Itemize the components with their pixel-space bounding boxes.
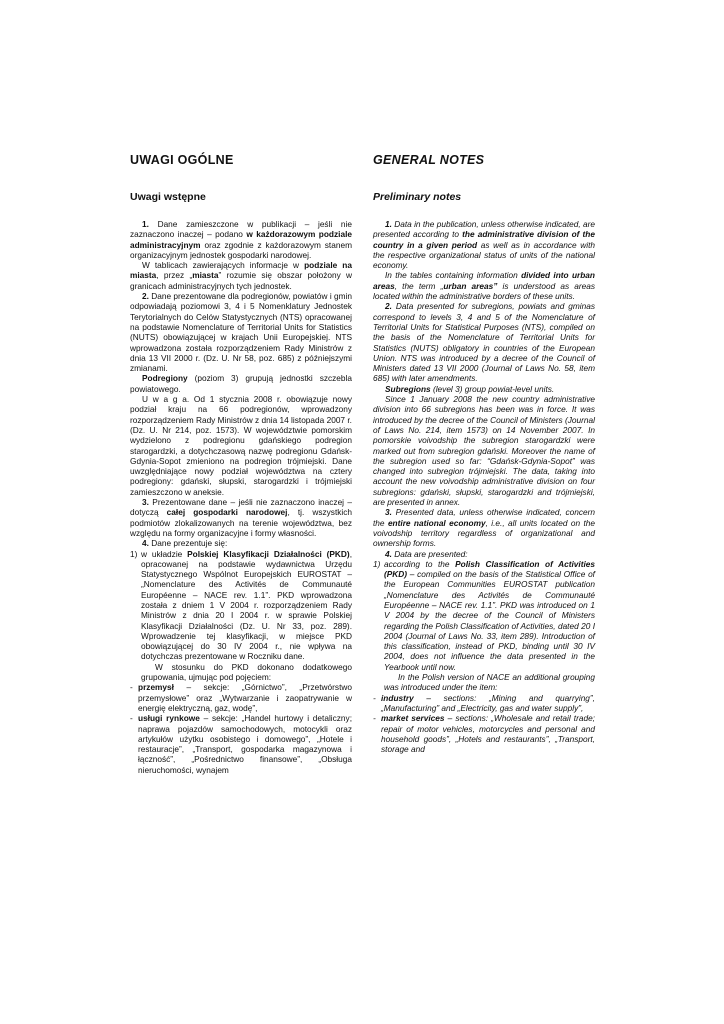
english-column: [373, 150, 595, 754]
section-title: UWAGI OGÓLNE: [130, 153, 234, 167]
paragraph-3: 3. Presented data, unless otherwise indicated, concern the entire national economy, i.e., all units located on the voivodship territory regardless of organizational and ownership forms.: [373, 507, 596, 549]
paragraph-subregions: Podregiony (poziom 3) grupują jednostki szczebla powiatowego.: [130, 373, 352, 394]
paragraph-1: 1. Dane zamieszczone w publikacji – jeśli nie zaznaczono inaczej – podano w każdorazowym podziale administracyjnym oraz zgodnie z każdorazowym stanem organizacyjnym jednostek gospodarki narodowej.: [130, 219, 352, 260]
paragraph-1: 1. Data in the publication, unless otherwise indicated, are presented according to the administrative division of the country in a given period as well as in accordance with the respective organizational status of units of the national economy.: [373, 219, 595, 271]
paragraph-2: 2. Data presented for subregions, powiats and gminas correspond to levels 3, 4 and 5 of the Nomenclature of Territorial Units for Statistical Purposes (NTS), compiled on the basis of the Nomenclature of Territorial Units for Statistics (NUTS) obligatory in countries of the European Union. NTS was introduced by a decree of the Council of Ministers dated 13 VII 2000 (Journal of Laws No. 58, item 685) with later amendments.: [373, 301, 595, 384]
paragraph-note: Since 1 January 2008 the new country administrative division into 66 subregions has been was in force. It was introduced by the decree of the Council of Ministers (Journal of Laws No. 214, item 1573) on 14 November 2007. In pomorskie voivodship the subregion starogardzki were marked out from subregion gdański. Moreover the name of the subregion used so far: “Gdańsk-Gdynia-Sopot” was changed into subregion trójmiejski. The data, taking into account the new voivodship administrative division on four subregions: gdański, słupski, starogardzki and trójmiejski, are presented in annex.: [373, 394, 595, 508]
body-text: [130, 219, 352, 775]
paragraph-4: 4. Data are presented:: [385, 548, 468, 559]
section-subtitle: Uwagi wstępne: [130, 191, 206, 203]
body-text: [373, 219, 595, 754]
paragraph-grouping: W stosunku do PKD dokonano dodatkowego grupowania, ujmując pod pojęciem:: [141, 661, 352, 683]
polish-column: [130, 150, 352, 775]
list-item-pkd: 1) w układzie Polskiej Klasyfikacji Działalności (PKD), opracowanej na podstawie wydawnictwa Urzędu Statystycznego Wspólnot Europejskich EUROSTAT – „Nomenclature des Activités de Communauté Européenne – NACE rev. 1.1”. PKD wprowadzona została z dniem 1 V 2004 r. rozporządzeniem Rady Ministrów z dnia 20 I 2004 r. w sprawie Polskiej Klasyfikacji Działalności (Dz. U. Nr 33, poz. 289). Wprowadzenie tej klasyfikacji, w miejsce PKD obowiązującej do 30 IV 2004 r., nie wpływa na dotychczas prezentowane w Roczniku dane.: [130, 548, 352, 662]
section-subtitle: Preliminary notes: [373, 191, 462, 203]
list-item-industry: - przemysł – sekcje: „Górnictwo”, „Przetwórstwo przemysłowe” oraz „Wytwarzanie i zaopatrywanie w energię elektryczną, gaz, wodę”,: [130, 682, 352, 713]
paragraph-grouping: In the Polish version of NACE an additional grouping was introduced under the item:: [384, 672, 595, 693]
paragraph-urban: W tablicach zawierających informacje w podziale na miasta, przez „miasta” rozumie się obszar położony w granicach administracyjnych tych jednostek.: [130, 260, 353, 291]
list-item-pkd: 1) according to the Polish Classification of Activities (PKD) – compiled on the basis of the Statistical Office of the European Communities EUROSTAT publication „Nomenclature des Activités de Communauté Européenne – NACE rev. 1.1”. PKD was introduced on 1 V 2004 by the decree of the Council of Ministers regarding the Polish Classification of Activities, dated 20 I 2004 (Journal of Laws No. 33, item 289). Introduction of this classification, instead of PKD, binding until 30 IV 2004, does not influence the data presented in the Yearbook until now.: [373, 558, 596, 672]
list-item-market-services: - market services – sections: „Wholesale and retail trade; repair of motor vehicles, motorcycles and personal and household goods”, „Hotels and restaurants”, „Transport, storage and: [373, 713, 595, 755]
paragraph-urban: In the tables containing information divided into urban areas, the term „urban areas” is understood as areas located within the administrative borders of these units.: [373, 270, 595, 302]
list-item-market-services: - usługi rynkowe – sekcje: „Handel hurtowy i detaliczny; naprawa pojazdów samochodowych, motocykli oraz artykułów użytku osobistego i domowego”, „Hotele i restauracje”, „Transport, gospodarka magazynowa i łączność”, „Pośrednictwo finansowe”, „Obsługa nieruchomości, wynajem: [130, 713, 352, 775]
paragraph-3: 3. Prezentowane dane – jeśli nie zaznaczono inaczej – dotyczą całej gospodarki narodowej, tj. wszystkich podmiotów zlokalizowanych na terenie województwa, bez względu na formy organizacyjne i formy własności.: [130, 497, 353, 538]
list-item-industry: - industry – sections: „Mining and quarrying”, „Manufacturing” and „Electricity, gas and water supply”,: [373, 692, 595, 713]
section-title: GENERAL NOTES: [373, 153, 485, 167]
paragraph-subregions: Subregions (level 3) group powiat-level units.: [385, 383, 555, 394]
paragraph-note: U w a g a. Od 1 stycznia 2008 r. obowiązuje nowy podział kraju na 66 podregionów, wprowadzony rozporządzeniem Rady Ministrów z dnia 14 listopada 2007 r. (Dz. U. Nr 214, poz. 1573). W województwie pomorskim wydzielono z podregionu gdańskiego podregion starogardzki, a dotychczasową nazwę podregionu Gdańsk-Gdynia-Sopot zmieniono na podregion trójmiejski. Dane uwzględniające nowy podział województwa na cztery podregiony: gdański, słupski, starogardzki i trójmiejski zamieszczono w aneksie.: [130, 394, 352, 497]
paragraph-4: 4. Dane prezentuje się:: [142, 538, 228, 549]
paragraph-2: 2. Dane prezentowane dla podregionów, powiatów i gmin odpowiadają poziomowi 3, 4 i 5 Nomenklatury Jednostek Terytorialnych do Celów Statystycznych (NTS) opracowanej na podstawie Nomenclature of Territorial Units for Statistics (NUTS) obowiązującej w krajach Unii Europejskiej. NTS wprowadzona została rozporządzeniem Rady Ministrów z dnia 13 VII 2000 r. (Dz. U. Nr 58, poz. 685) z późniejszymi zmianami.: [130, 291, 352, 374]
